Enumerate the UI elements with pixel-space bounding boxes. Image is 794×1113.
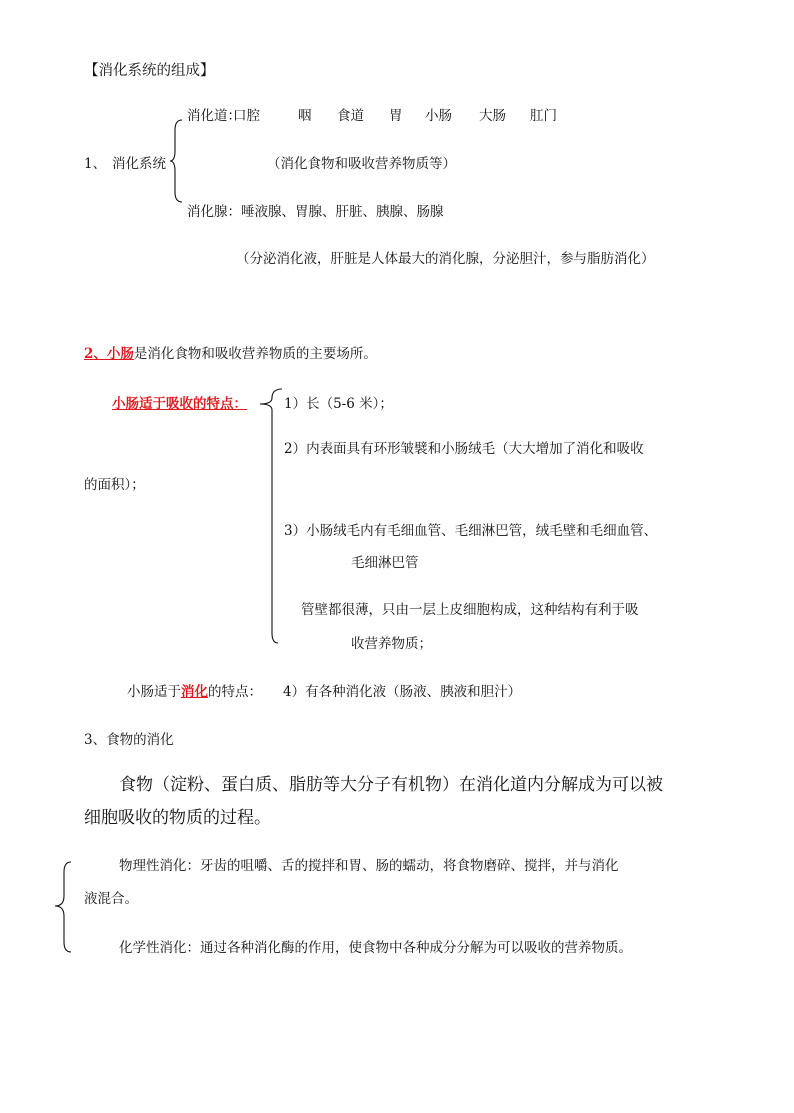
section-1-number: 1、: [84, 156, 107, 172]
digestive-glands-note: （分泌消化液，肝脏是人体最大的消化腺，分泌胆汁，参与脂肪消化）: [236, 251, 655, 267]
feature-point-2a: 2）内表面具有环形皱襞和小肠绒毛（大大增加了消化和吸收: [284, 441, 644, 457]
absorption-features-brace: [258, 386, 284, 646]
feature-point-3b: 毛细淋巴管: [351, 555, 419, 571]
section-1-brace: [170, 118, 190, 204]
tract-item-small-intestine: 小肠: [425, 108, 452, 124]
tract-item-large-intestine: 大肠: [479, 108, 506, 124]
digestion-prefix: 小肠适于: [127, 684, 181, 700]
tract-item-esophagus: 食道: [337, 108, 364, 124]
small-intestine-keyword: 小肠: [106, 346, 134, 362]
digestion-features-line: [127, 683, 262, 701]
digestive-glands-line: 消化腺：唾液腺、胃腺、肝脏、胰腺、肠腺: [187, 204, 444, 220]
section-3-title: 3、食物的消化: [84, 732, 174, 748]
chemical-digestion: 化学性消化：通过各种消化酶的作用，使食物中各种成分分解为可以吸收的营养物质。: [119, 940, 632, 956]
feature-point-1: 1）长（5-6 米）；: [284, 396, 393, 412]
tract-item-anus: 肛门: [530, 108, 557, 124]
digestion-keyword: 消化: [181, 684, 208, 700]
feature-point-2b: 的面积）；: [84, 477, 145, 493]
feature-point-3c: 管壁都很薄，只由一层上皮细胞构成，这种结构有利于吸: [301, 602, 639, 618]
feature-point-3a: 3）小肠绒毛内有毛细血管、毛细淋巴管，绒毛壁和毛细血管、: [284, 523, 658, 539]
section-2-statement: 是消化食物和吸收营养物质的主要场所。: [133, 346, 377, 362]
digestion-types-brace: [52, 860, 74, 956]
physical-digestion-a: 物理性消化：牙齿的咀嚼、舌的搅拌和胃、肠的蠕动，将食物磨碎、搅拌，并与消化: [119, 858, 619, 874]
section-2-number: 2、: [84, 346, 107, 362]
food-digestion-definition-a: 食物（淀粉、蛋白质、脂肪等大分子有机物）在消化道内分解成为可以被: [119, 775, 663, 795]
tract-item-mouth: 口腔: [233, 108, 260, 124]
digestive-system-label: 消化系统: [112, 156, 166, 172]
food-digestion-definition-b: 细胞吸收的物质的过程。: [84, 808, 271, 828]
physical-digestion-b: 液混合。: [84, 891, 138, 907]
page-heading: 【消化系统的组成】: [84, 63, 215, 79]
digestive-tract-label: 消化道：: [187, 108, 241, 124]
absorption-features-label: 小肠适于吸收的特点：: [112, 396, 247, 412]
digestion-suffix: 的特点：: [208, 684, 262, 700]
system-function-note: （消化食物和吸收营养物质等）: [267, 156, 456, 172]
feature-point-4: 4）有各种消化液（肠液、胰液和胆汁）: [283, 684, 522, 700]
feature-point-3d: 收营养物质；: [351, 636, 432, 652]
tract-item-stomach: 胃: [389, 108, 403, 124]
tract-item-pharynx: 咽: [298, 108, 312, 124]
section-2-line: [84, 345, 377, 363]
